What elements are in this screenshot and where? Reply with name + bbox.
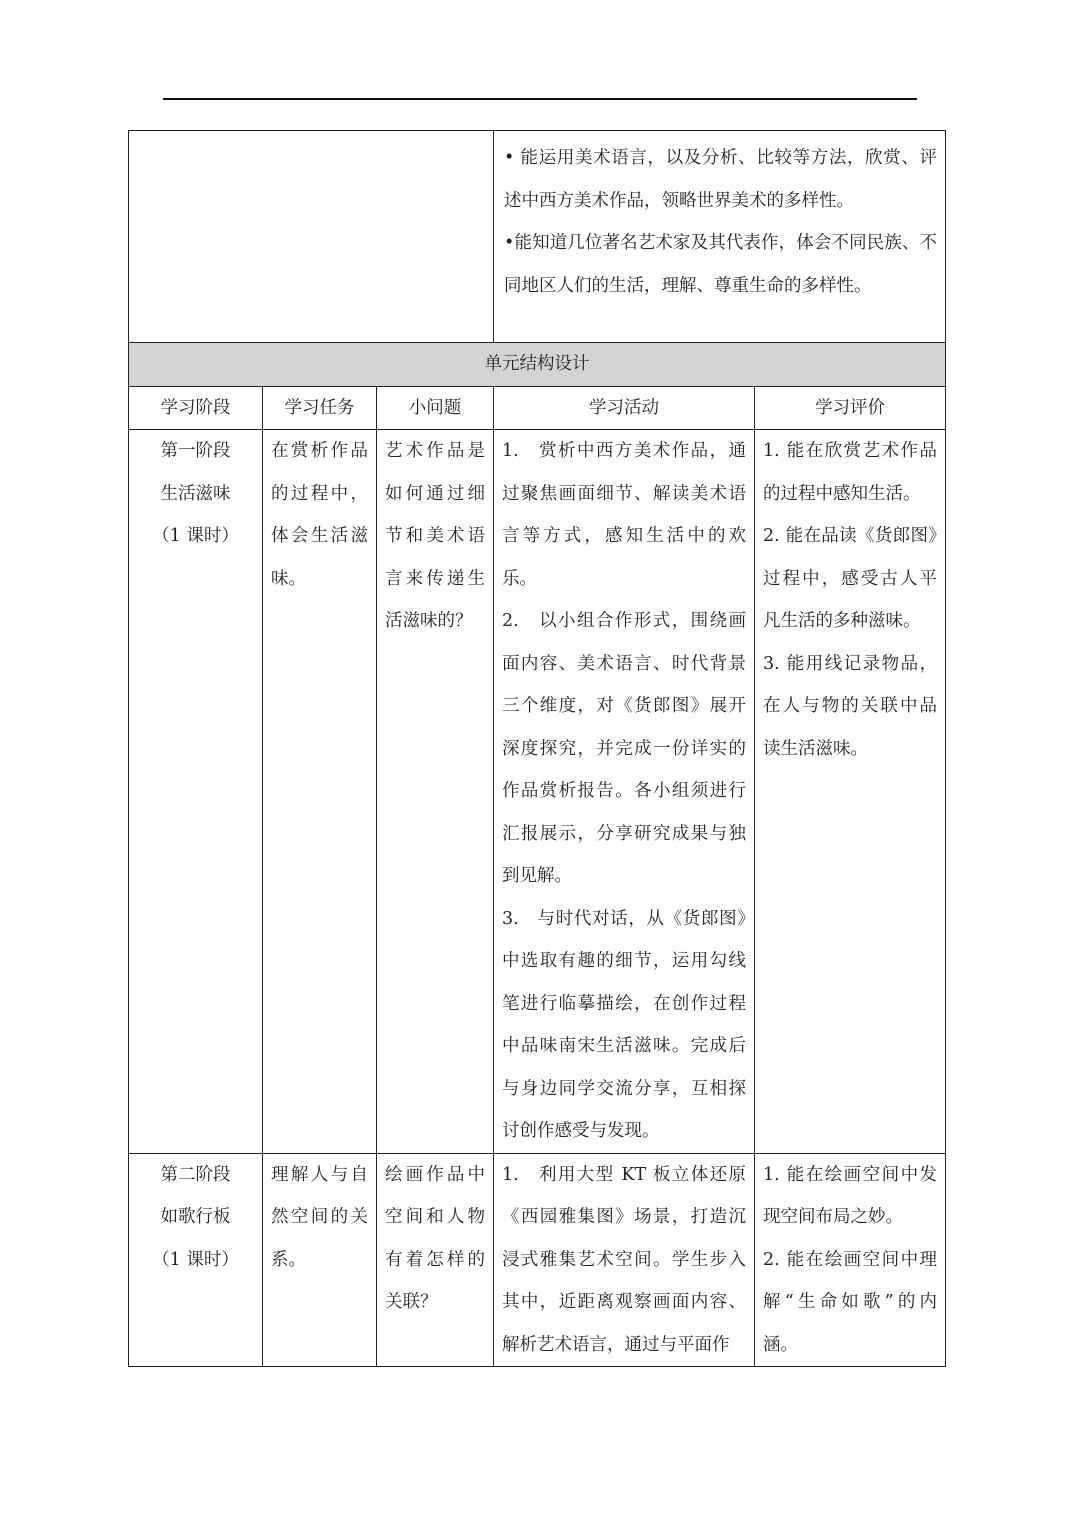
stage-1-evaluation-2: 2. 能在品读《货郎图》过程中，感受古人平凡生活的多种滋味。 [763,526,938,631]
stage-1-activity-1: 1. 赏析中西方美术作品，通过聚焦画面细节、解读美术语言等方式，感知生活中的欢乐。 [502,441,747,589]
stage-2-name: 第二阶段 [160,1164,231,1185]
stage-1-cell [129,430,263,1154]
objectives-cell [494,131,946,343]
stage-1-name: 第一阶段 [160,441,231,461]
stage-1-title: 生活滋味 [160,483,231,504]
stage-2-cell [129,1153,263,1367]
stage-2-question: 绘画作品中空间和人物有着怎样的关联？ [377,1153,494,1367]
stage-1-activity-3: 3. 与时代对话，从《货郎图》中选取有趣的细节，运用勾线笔进行临摹描绘，在创作过程中品味南宋生活滋味。完成后与身边同学交流分享，互相探讨创作感受与发现。 [502,908,747,1141]
stage-row-1 [129,430,946,1154]
stage-1-task: 在赏析作品的过程中，体会生活滋味。 [263,430,377,1154]
stage-1-evaluation-1: 1. 能在欣赏艺术作品的过程中感知生活。 [763,441,938,504]
header-evaluation: 学习评价 [755,386,946,430]
section-title: 单元结构设计 [129,343,946,387]
objective-1: • 能运用美术语言，以及分析、比较等方法，欣赏、评述中西方美术作品，领略世界美术的多样性。 [504,148,938,211]
stage-2-activity-1: 1. 利用大型 KT 板立体还原《西园雅集图》场景，打造沉浸式雅集艺术空间。学生步入其中，近距离观察画面内容、解析艺术语言，通过与平面作 [502,1164,747,1355]
stage-1-activities [494,430,755,1154]
objective-2: •能知道几位著名艺术家及其代表作，体会不同民族、不同地区人们的生活，理解、尊重生命的多样性。 [504,233,938,296]
stage-2-evaluations [755,1153,946,1367]
section-title-row [129,343,946,387]
stage-1-evaluations [755,430,946,1154]
header-row [129,386,946,430]
stage-2-hours: （1 课时） [152,1249,239,1270]
header-stage: 学习阶段 [129,386,263,430]
header-question: 小问题 [377,386,494,430]
stage-2-task: 理解人与自然空间的关系。 [263,1153,377,1367]
stage-row-2 [129,1153,946,1367]
stage-2-activities [494,1153,755,1367]
unit-structure-table [128,130,946,1367]
stage-1-evaluation-3: 3. 能用线记录物品，在人与物的关联中品读生活滋味。 [763,653,938,759]
header-activity: 学习活动 [494,386,755,430]
stage-2-title: 如歌行板 [160,1207,231,1227]
stage-1-activity-2: 2. 以小组合作形式，围绕画面内容、美术语言、时代背景三个维度，对《货郎图》展开深度探究，并完成一份详实的作品赏析报告。各小组须进行汇报展示，分享研究成果与独到见解。 [502,611,747,886]
header-task: 学习任务 [263,386,377,430]
header-rule [163,98,917,100]
stage-1-question: 艺术作品是如何通过细节和美术语言来传递生活滋味的？ [377,430,494,1154]
objectives-empty-cell [129,131,494,343]
stage-2-evaluation-1: 1. 能在绘画空间中发现空间布局之妙。 [763,1164,938,1227]
stage-2-evaluation-2: 2. 能在绘画空间中理解“生命如歌”的内涵。 [763,1249,938,1355]
objectives-row [129,131,946,343]
stage-1-hours: （1 课时） [152,526,239,546]
